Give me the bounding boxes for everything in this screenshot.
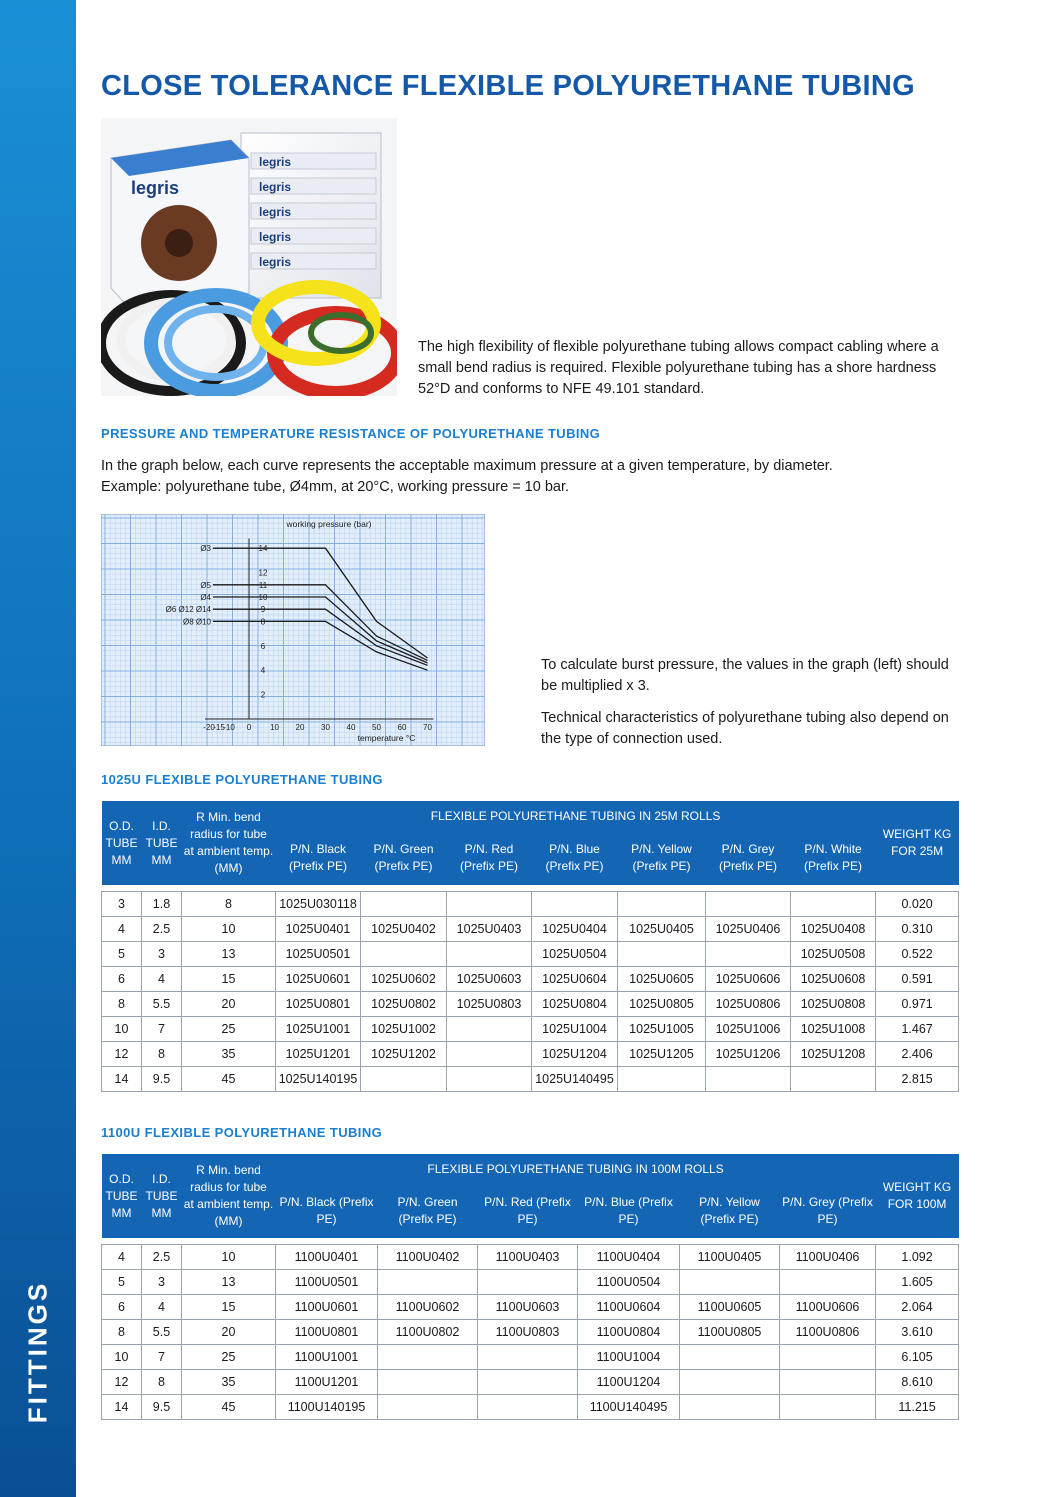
table-cell: 1100U0501 [276, 1270, 378, 1295]
table-cell: 1100U1001 [276, 1345, 378, 1370]
series-label: Ø3 [200, 544, 211, 554]
section-label: FITTINGS [22, 1280, 53, 1424]
table-cell: 1100U0806 [780, 1320, 876, 1345]
table-cell: 1025U1204 [532, 1042, 618, 1067]
table-cell: 12 [102, 1370, 142, 1395]
table-cell: 4 [102, 1245, 142, 1270]
table-cell: 3 [102, 892, 142, 917]
table-row [102, 1270, 959, 1295]
table-cell: 0.971 [876, 992, 959, 1017]
table-cell [780, 1370, 876, 1395]
table-cell: 1100U1204 [578, 1370, 680, 1395]
table-cell: 1.467 [876, 1017, 959, 1042]
table-cell: 13 [182, 1270, 276, 1295]
table-cell [791, 892, 876, 917]
table-cell [706, 942, 791, 967]
table-1100-heading: 1100U FLEXIBLE POLYURETHANE TUBING [101, 1125, 383, 1140]
table-cell: 1100U0601 [276, 1295, 378, 1320]
table-cell [478, 1395, 578, 1420]
y-tick-label: 10 [258, 593, 268, 602]
x-tick-label: 40 [346, 723, 356, 732]
table-cell: 1025U0605 [618, 967, 706, 992]
table-cell: 1025U0601 [276, 967, 361, 992]
table-cell: 1100U0801 [276, 1320, 378, 1345]
table-cell [780, 1270, 876, 1295]
table-cell: 1.605 [876, 1270, 959, 1295]
table-cell [361, 1067, 447, 1092]
table-cell: 1025U1006 [706, 1017, 791, 1042]
brand-label-main: legris [131, 178, 180, 198]
table-cell [378, 1345, 478, 1370]
y-tick-label: 8 [260, 617, 266, 627]
table-cell: 1025U0802 [361, 992, 447, 1017]
y-tick-label: 6 [260, 641, 266, 651]
table-cell: 11.215 [876, 1395, 959, 1420]
table-cell: 1025U0508 [791, 942, 876, 967]
tech-note: Technical characteristics of polyurethane tubing also depend on the type of connection used. [541, 710, 949, 747]
table-cell: 1025U0504 [532, 942, 618, 967]
table-cell: 1025U1202 [361, 1042, 447, 1067]
table-cell: 12 [102, 1042, 142, 1067]
header-green: P/N. Green (Prefix PE) [378, 1184, 478, 1238]
y-tick-label: 4 [260, 666, 266, 676]
table-row [102, 1042, 959, 1067]
table-cell: 1100U0803 [478, 1320, 578, 1345]
table-cell [478, 1270, 578, 1295]
tube-coils [101, 287, 397, 393]
x-tick-label: 0 [246, 723, 252, 732]
brand-label: legris [259, 255, 292, 269]
brand-label: legris [259, 205, 292, 219]
table-row [102, 1370, 959, 1395]
table-cell: 2.064 [876, 1295, 959, 1320]
table-cell [680, 1395, 780, 1420]
table-cell [378, 1370, 478, 1395]
table-cell: 1025U0804 [532, 992, 618, 1017]
table-cell: 1025U1005 [618, 1017, 706, 1042]
table-cell [618, 1067, 706, 1092]
header-od: O.D. TUBE MM [102, 1154, 142, 1238]
table-cell: 1100U1201 [276, 1370, 378, 1395]
table-cell [361, 892, 447, 917]
table-cell: 1.092 [876, 1245, 959, 1270]
table-cell: 14 [102, 1395, 142, 1420]
header-black: P/N. Black (Prefix PE) [276, 831, 361, 885]
table-cell: 1025U0501 [276, 942, 361, 967]
header-bend-radius: R Min. bend radius for tube at ambient temp. (MM) [182, 801, 276, 885]
table-cell: 5 [102, 1270, 142, 1295]
side-band [0, 0, 76, 1497]
table-cell: 1100U0401 [276, 1245, 378, 1270]
table-cell: 10 [182, 1245, 276, 1270]
x-tick-label: 70 [423, 723, 432, 732]
header-weight: WEIGHT KG FOR 25M [876, 801, 959, 885]
header-blue: P/N. Blue (Prefix PE) [532, 831, 618, 885]
box-stack [111, 133, 381, 308]
table-cell [447, 1042, 532, 1067]
table-cell: 0.020 [876, 892, 959, 917]
table-cell: 1025U0808 [791, 992, 876, 1017]
table-cell: 8 [102, 992, 142, 1017]
table-cell: 1100U0805 [680, 1320, 780, 1345]
header-bend-radius: R Min. bend radius for tube at ambient temp. (MM) [182, 1154, 276, 1238]
table-cell: 1100U0402 [378, 1245, 478, 1270]
header-white: P/N. White (Prefix PE) [791, 831, 876, 885]
y-tick-label: 12 [258, 568, 268, 578]
header-weight: WEIGHT KG FOR 100M [876, 1154, 959, 1238]
table-cell: 1025U0402 [361, 917, 447, 942]
y-tick-label: 2 [260, 690, 266, 700]
table-row [102, 917, 959, 942]
table-cell: 1025U0603 [447, 967, 532, 992]
table-cell: 1025U030118 [276, 892, 361, 917]
table-cell: 1025U0806 [706, 992, 791, 1017]
table-cell: 7 [142, 1017, 182, 1042]
table-cell: 1025U0408 [791, 917, 876, 942]
table-cell: 1025U1208 [791, 1042, 876, 1067]
table-cell: 45 [182, 1395, 276, 1420]
series-label: Ø5 [200, 580, 211, 590]
table-cell: 10 [102, 1017, 142, 1042]
table-cell [680, 1370, 780, 1395]
table-cell: 3 [142, 1270, 182, 1295]
header-rolls-group: FLEXIBLE POLYURETHANE TUBING IN 100M ROLLS [276, 1154, 876, 1184]
table-cell: 1100U0606 [780, 1295, 876, 1320]
table-row [102, 992, 959, 1017]
table-1025 [101, 801, 959, 1092]
table-cell: 9.5 [142, 1395, 182, 1420]
table-cell: 5.5 [142, 992, 182, 1017]
x-tick-label: 20 [295, 723, 305, 732]
table-cell: 6 [102, 967, 142, 992]
x-tick-label: -15 [213, 723, 225, 732]
table-cell: 1025U0604 [532, 967, 618, 992]
table-cell: 5 [102, 942, 142, 967]
table-cell: 1025U0403 [447, 917, 532, 942]
page-title: CLOSE TOLERANCE FLEXIBLE POLYURETHANE TUBING [101, 70, 915, 102]
header-green: P/N. Green (Prefix PE) [361, 831, 447, 885]
table-row [102, 1295, 959, 1320]
table-cell: 14 [102, 1067, 142, 1092]
table-cell: 1100U1004 [578, 1345, 680, 1370]
header-yellow: P/N. Yellow (Prefix PE) [680, 1184, 780, 1238]
table-cell: 1025U0406 [706, 917, 791, 942]
table-cell [791, 1067, 876, 1092]
table-cell: 15 [182, 967, 276, 992]
pressure-chart-svg [101, 514, 485, 746]
table-cell: 1100U0504 [578, 1270, 680, 1295]
header-red: P/N. Red (Prefix PE) [478, 1184, 578, 1238]
series-label: Ø8 Ø10 [182, 617, 211, 627]
x-axis-label: temperature °C [357, 733, 416, 743]
table-cell: 1100U0604 [578, 1295, 680, 1320]
table-cell: 7 [142, 1345, 182, 1370]
table-1100 [101, 1154, 959, 1420]
table-cell: 1100U0404 [578, 1245, 680, 1270]
table-cell: 6 [102, 1295, 142, 1320]
table-cell [618, 942, 706, 967]
table-cell [361, 942, 447, 967]
pressure-heading: PRESSURE AND TEMPERATURE RESISTANCE OF POLYURETHANE TUBING [101, 426, 601, 441]
table-cell: 2.815 [876, 1067, 959, 1092]
table-cell: 3 [142, 942, 182, 967]
table-cell: 10 [102, 1345, 142, 1370]
table-row [102, 1395, 959, 1420]
table-row [102, 942, 959, 967]
table-cell: 2.5 [142, 1245, 182, 1270]
header-id: I.D. TUBE MM [142, 1154, 182, 1238]
table-cell: 1025U0608 [791, 967, 876, 992]
table-cell: 1025U140195 [276, 1067, 361, 1092]
header-grey: P/N. Grey (Prefix PE) [780, 1184, 876, 1238]
table-cell: 35 [182, 1042, 276, 1067]
table-cell: 2.5 [142, 917, 182, 942]
table-cell: 13 [182, 942, 276, 967]
table-cell: 25 [182, 1345, 276, 1370]
table-cell: 0.522 [876, 942, 959, 967]
table-cell [447, 1067, 532, 1092]
table-cell: 4 [102, 917, 142, 942]
table-1025-heading: 1025U FLEXIBLE POLYURETHANE TUBING [101, 772, 383, 787]
table-row [102, 1017, 959, 1042]
header-id: I.D. TUBE MM [142, 801, 182, 885]
brand-label: legris [259, 230, 292, 244]
table-cell: 1025U0405 [618, 917, 706, 942]
table-cell: 1100U0602 [378, 1295, 478, 1320]
table-cell [706, 1067, 791, 1092]
table-cell [706, 892, 791, 917]
x-tick-label: -20 [203, 723, 215, 732]
header-grey: P/N. Grey (Prefix PE) [706, 831, 791, 885]
table-cell: 15 [182, 1295, 276, 1320]
table-cell: 1100U0802 [378, 1320, 478, 1345]
burst-note: To calculate burst pressure, the values in the graph (left) should be multiplied x 3. [541, 657, 949, 694]
table-cell: 1025U1004 [532, 1017, 618, 1042]
table-cell [447, 942, 532, 967]
table-cell [780, 1345, 876, 1370]
brand-label: legris [259, 155, 292, 169]
series-label: Ø4 [200, 593, 211, 602]
table-cell: 8 [102, 1320, 142, 1345]
table-cell: 1100U140195 [276, 1395, 378, 1420]
table-cell: 1025U1002 [361, 1017, 447, 1042]
y-tick-label: 11 [258, 580, 268, 590]
table-cell [447, 892, 532, 917]
table-cell: 1025U0404 [532, 917, 618, 942]
table-cell: 35 [182, 1370, 276, 1395]
table-row [102, 1067, 959, 1092]
header-od: O.D. TUBE MM [102, 801, 142, 885]
x-tick-label: 10 [270, 723, 279, 732]
table-cell: 5.5 [142, 1320, 182, 1345]
pressure-line-1: In the graph below, each curve represents the acceptable maximum pressure at a given temperature, by diameter. [101, 458, 833, 474]
header-red: P/N. Red (Prefix PE) [447, 831, 532, 885]
y-tick-label: 9 [260, 605, 266, 615]
table-cell: 0.310 [876, 917, 959, 942]
table-cell: 20 [182, 1320, 276, 1345]
table-cell: 10 [182, 917, 276, 942]
x-tick-label: 30 [321, 723, 330, 732]
table-cell: 3.610 [876, 1320, 959, 1345]
header-blue: P/N. Blue (Prefix PE) [578, 1184, 680, 1238]
table-cell: 1025U0606 [706, 967, 791, 992]
table-cell: 4 [142, 967, 182, 992]
table-cell: 1.8 [142, 892, 182, 917]
table-cell [618, 892, 706, 917]
table-cell: 1100U0406 [780, 1245, 876, 1270]
table-row [102, 1345, 959, 1370]
x-tick-label: -10 [223, 723, 235, 732]
table-cell [680, 1270, 780, 1295]
table-cell: 4 [142, 1295, 182, 1320]
table-cell: 8.610 [876, 1370, 959, 1395]
table-cell: 1025U0401 [276, 917, 361, 942]
table-cell [780, 1395, 876, 1420]
pressure-line-2: Example: polyurethane tube, Ø4mm, at 20°C, working pressure = 10 bar. [101, 479, 570, 495]
table-row [102, 967, 959, 992]
table-cell: 0.591 [876, 967, 959, 992]
table-cell: 8 [142, 1370, 182, 1395]
table-row [102, 892, 959, 917]
header-rolls-group: FLEXIBLE POLYURETHANE TUBING IN 25M ROLLS [276, 801, 876, 831]
table-cell: 1025U1205 [618, 1042, 706, 1067]
table-cell: 1025U1008 [791, 1017, 876, 1042]
table-cell: 9.5 [142, 1067, 182, 1092]
table-cell: 1100U0605 [680, 1295, 780, 1320]
brand-label: legris [259, 180, 292, 194]
table-cell: 1025U0602 [361, 967, 447, 992]
table-cell: 8 [182, 892, 276, 917]
table-cell [447, 1017, 532, 1042]
table-cell: 1025U1001 [276, 1017, 361, 1042]
table-cell: 20 [182, 992, 276, 1017]
table-cell: 1025U1206 [706, 1042, 791, 1067]
header-black: P/N. Black (Prefix PE) [276, 1184, 378, 1238]
intro-text: The high flexibility of flexible polyurethane tubing allows compact cabling where a small bend radius is required. Flexible polyurethane tubing has a shore hardness 52°D and conforms to NFE 49.101 standard. [418, 339, 939, 397]
y-axis-label: working pressure (bar) [286, 519, 372, 529]
table-cell: 1100U0804 [578, 1320, 680, 1345]
table-cell: 1100U0405 [680, 1245, 780, 1270]
pressure-description [101, 456, 961, 498]
x-tick-label: 50 [372, 723, 381, 732]
table-cell: 1100U0403 [478, 1245, 578, 1270]
table-row [102, 1320, 959, 1345]
table-cell: 1100U0603 [478, 1295, 578, 1320]
table-cell [478, 1370, 578, 1395]
table-cell [680, 1345, 780, 1370]
table-cell: 1025U140495 [532, 1067, 618, 1092]
table-cell [478, 1345, 578, 1370]
table-cell: 8 [142, 1042, 182, 1067]
table-cell: 1100U140495 [578, 1395, 680, 1420]
series-label: Ø6 Ø12 Ø14 [165, 605, 211, 615]
x-tick-label: 60 [397, 723, 407, 732]
header-yellow: P/N. Yellow (Prefix PE) [618, 831, 706, 885]
table-cell: 1025U0801 [276, 992, 361, 1017]
table-cell: 6.105 [876, 1345, 959, 1370]
table-cell: 1025U1201 [276, 1042, 361, 1067]
table-cell [378, 1270, 478, 1295]
table-cell [532, 892, 618, 917]
table-cell: 2.406 [876, 1042, 959, 1067]
product-photo [101, 118, 397, 396]
table-cell: 1025U0805 [618, 992, 706, 1017]
table-row [102, 1245, 959, 1270]
table-cell: 25 [182, 1017, 276, 1042]
table-cell [378, 1395, 478, 1420]
pressure-chart [101, 514, 485, 746]
y-tick-label: 14 [258, 544, 268, 554]
table-cell: 1025U0803 [447, 992, 532, 1017]
table-cell: 45 [182, 1067, 276, 1092]
